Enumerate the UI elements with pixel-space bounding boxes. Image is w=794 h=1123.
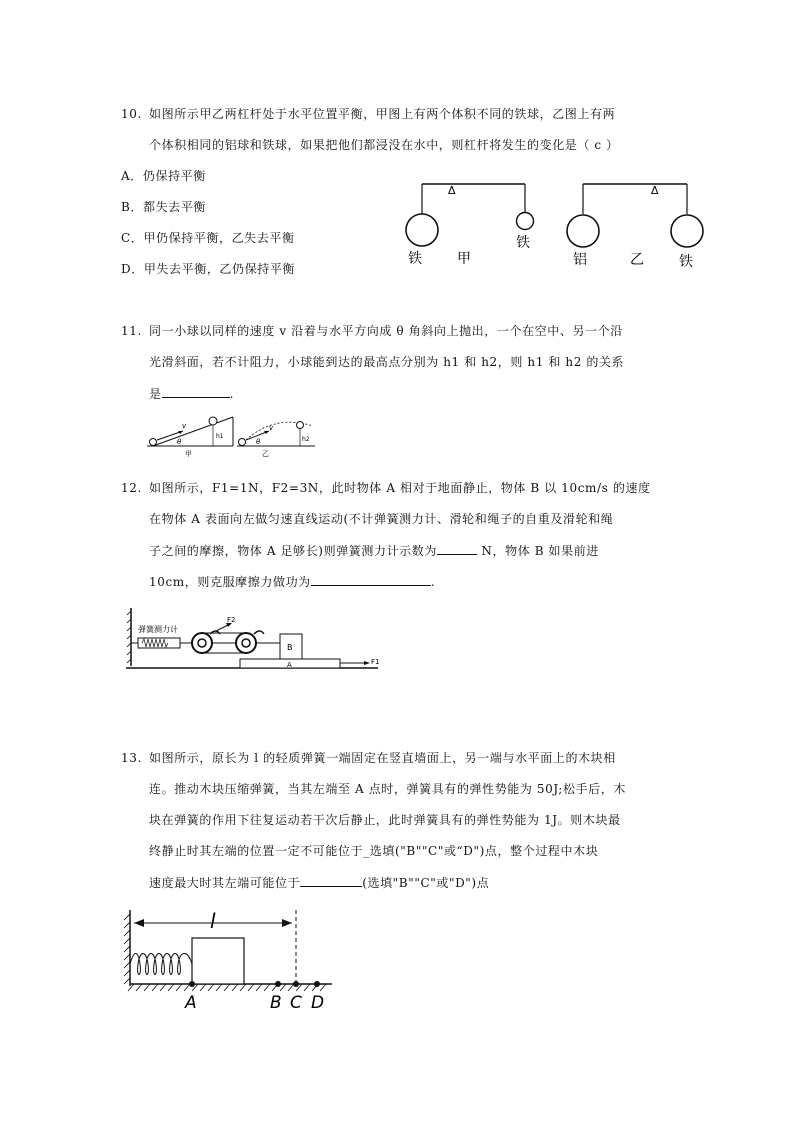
lever-yi (567, 184, 703, 270)
q12-number: 12. (121, 481, 142, 495)
label-c: C (290, 993, 302, 1013)
theta-label-jia: θ (177, 438, 182, 446)
label-a: A (185, 993, 197, 1013)
q13-line-5-prefix: 速度最大时其左端可能位于 (149, 876, 301, 890)
q10-line-1: 如图所示甲乙两杠杆处于水平位置平衡，甲图上有两个体积不同的铁球，乙图上有两 (149, 107, 616, 121)
q10-option-c: C．甲仍保持平衡，乙失去平衡 (121, 231, 295, 245)
f1-label: F1 (371, 658, 380, 666)
q11-line-3-prefix: 是 (149, 387, 162, 401)
a-label: A (287, 661, 292, 669)
label-iron-left: 铁 (408, 251, 422, 267)
label-jia: 甲 (457, 251, 471, 267)
q12-line-4-prefix: 10cm，则克服摩擦力做功为 (149, 575, 311, 589)
point-a (189, 981, 195, 987)
q13-line-5-suffix: (选填"B""C"或"D")点 (362, 876, 490, 890)
label-yi: 乙 (630, 252, 644, 268)
q11-answer-blank[interactable] (162, 385, 230, 398)
h2-label: h2 (302, 436, 310, 443)
q12-line-3 (149, 542, 599, 559)
q12-line-4-suffix: . (430, 575, 436, 589)
projectile-yi (237, 422, 315, 459)
spring (130, 954, 192, 975)
v-label-yi: v (269, 424, 274, 432)
q12-pulley-figure (126, 606, 386, 672)
q13-line-1: 如图所示，原长为 l 的轻质弹簧一端固定在竖直墙面上，另一端与水平面上的木块相 (149, 751, 616, 765)
length-label: l (210, 909, 216, 933)
q13-spring-figure (122, 906, 342, 1016)
q13-answer-blank[interactable] (300, 874, 362, 887)
q13-line-3: 块在弹簧的作用下往复运动若干次后静止，此时弹簧具有的弹性势能为 1J。则木块最 (149, 813, 621, 827)
iron-ball-large (406, 214, 438, 246)
q12-blank-work[interactable] (311, 573, 431, 586)
aluminum-ball (567, 215, 599, 247)
point-d (314, 981, 320, 987)
q11-line-3-suffix: . (229, 387, 235, 401)
q10-option-b: B．都失去平衡 (121, 200, 207, 214)
q11-line-1: 同一小球以同样的速度 v 沿着与水平方向成 θ 角斜向上抛出，一个在空中、另一个沿 (149, 324, 623, 338)
iron-ball-right (671, 215, 703, 247)
q10-number: 10. (121, 107, 142, 121)
label-b: B (270, 993, 282, 1013)
label-d: D (311, 993, 325, 1013)
jia-label: 甲 (185, 450, 192, 458)
q12-blank-force[interactable] (437, 542, 477, 555)
label-aluminum: 铝 (573, 252, 587, 268)
lever-jia (406, 184, 534, 267)
q13-number: 13. (121, 751, 142, 765)
q11-line-3 (149, 385, 234, 402)
q13-line-5 (149, 874, 489, 891)
label-iron-small: 铁 (516, 235, 530, 251)
meter-label: 弹簧测力计 (138, 625, 178, 634)
point-c (293, 981, 299, 987)
q13-line-4: 终静止时其左端的位置一定不可能位于_选填("B""C"或“D")点，整个过程中木块 (149, 844, 599, 858)
q12-line-4 (149, 573, 435, 590)
label-iron-right: 铁 (679, 254, 693, 270)
wooden-block (192, 938, 244, 984)
q10-lever-figure (400, 176, 710, 272)
yi-label: 乙 (262, 450, 269, 458)
h1-label: h1 (216, 433, 224, 440)
fulcrum-yi: Δ (651, 184, 659, 197)
b-label: B (287, 643, 293, 652)
q12-line-3-suffix: N，物体 B 如果前进 (476, 544, 599, 558)
q11-motion-figure (145, 412, 315, 458)
q12-line-1: 如图所示，F1=1N，F2=3N，此时物体 A 相对于地面静止，物体 B 以 10cm/s 的速度 (149, 481, 651, 495)
q12-line-3-prefix: 子之间的摩擦，物体 A 足够长)则弹簧测力计示数为 (149, 544, 437, 558)
f2-label: F2 (227, 616, 236, 624)
q11-number: 11. (121, 324, 142, 338)
q12-line-2: 在物体 A 表面向左做匀速直线运动(不计弹簧测力计、滑轮和绳子的自重及滑轮和绳 (149, 512, 614, 526)
v-label-jia: v (182, 422, 187, 430)
iron-ball-small (517, 213, 534, 230)
incline-jia (147, 417, 233, 458)
theta-label-yi: θ (256, 438, 261, 446)
q10-line-2: 个体积相同的铝球和铁球，如果把他们都浸没在水中，则杠杆将发生的变化是（ c ） (149, 138, 619, 152)
q13-line-2: 连。推动木块压缩弹簧，当其左端至 A 点时，弹簧具有的弹性势能为 50J;松手后，木 (149, 782, 626, 796)
q10-option-d: D．甲失去平衡，乙仍保持平衡 (121, 262, 296, 276)
q11-line-2: 光滑斜面，若不计阻力，小球能到达的最高点分别为 h1 和 h2，则 h1 和 h2 的关系 (149, 355, 625, 369)
point-b (275, 981, 281, 987)
q10-option-a: A．仍保持平衡 (121, 169, 206, 183)
fulcrum-jia: Δ (448, 184, 456, 197)
